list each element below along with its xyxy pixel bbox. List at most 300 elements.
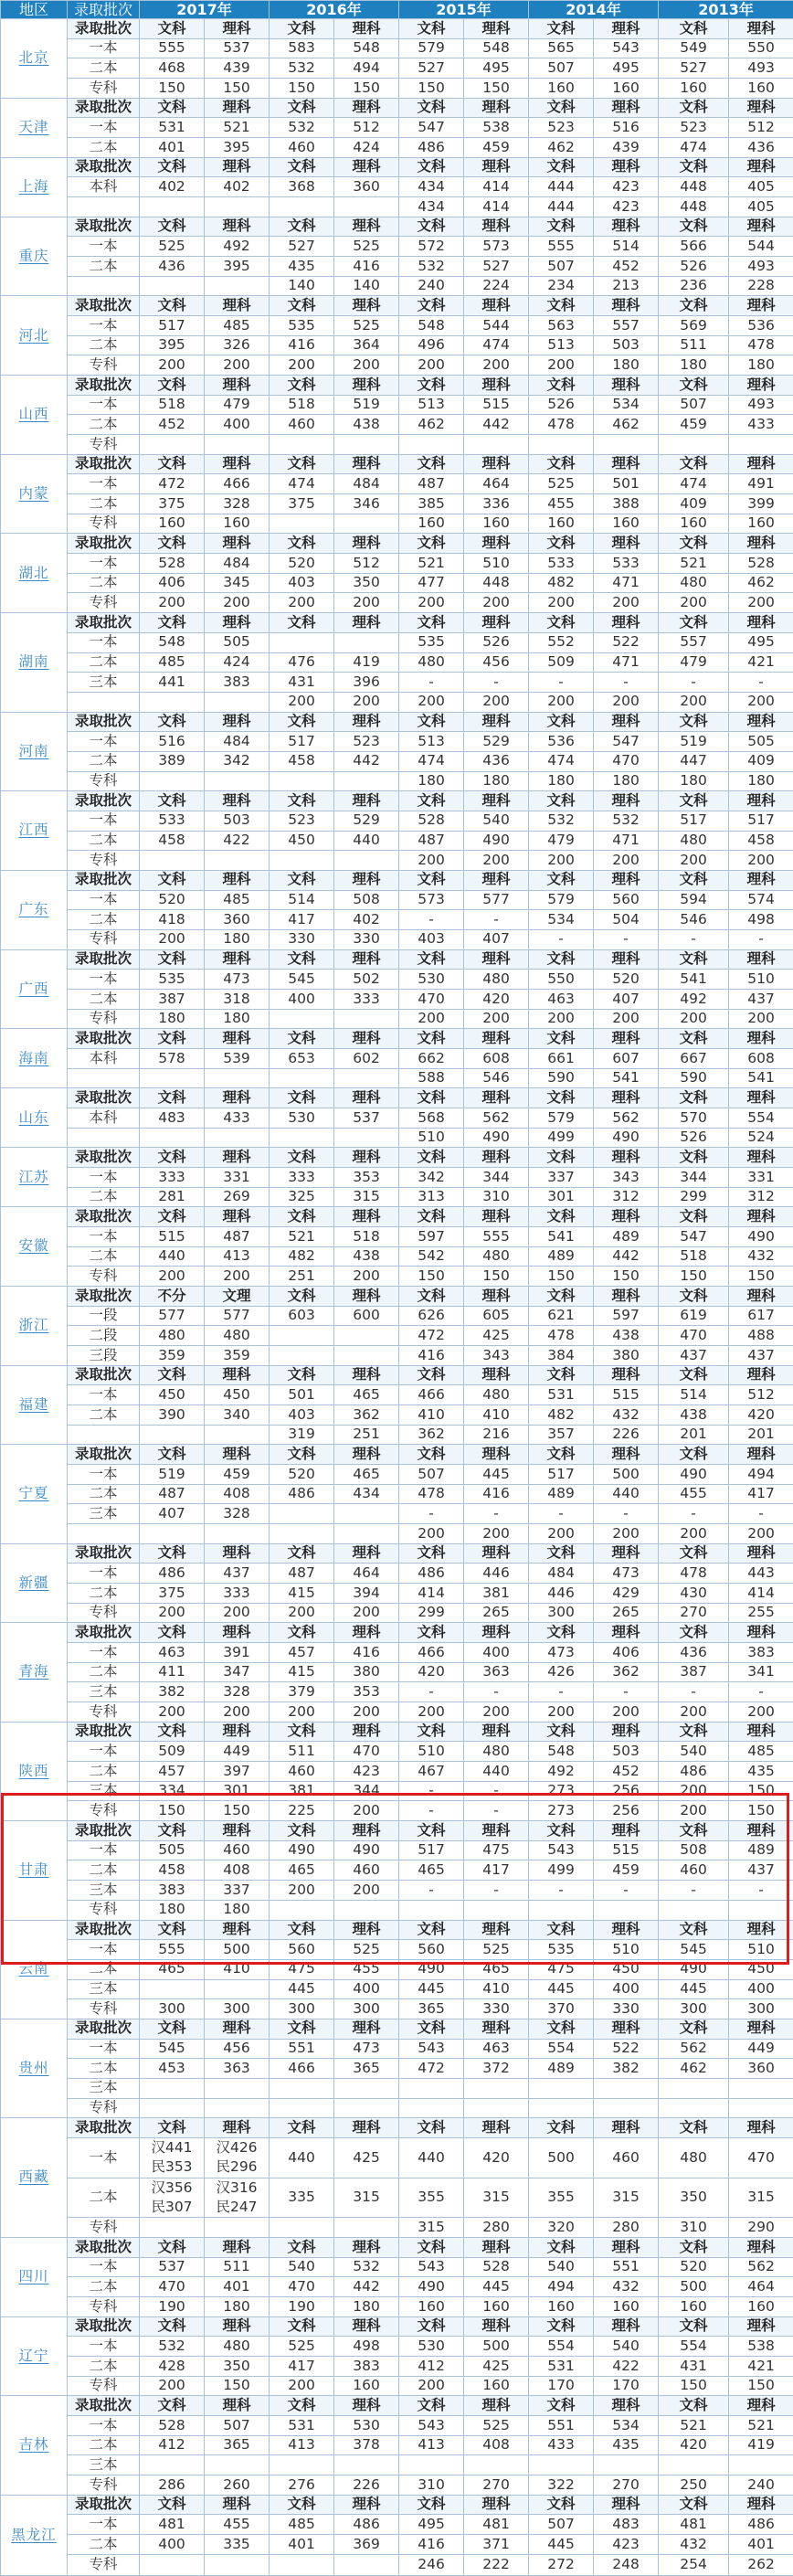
score-cell: 文科	[270, 870, 334, 890]
score-cell: 180	[729, 355, 793, 376]
batch-cell: 一本	[68, 237, 140, 257]
score-cell: 503	[594, 335, 659, 355]
score-cell: 607	[594, 1048, 659, 1068]
batch-cell: 录取批次	[68, 2238, 140, 2258]
score-cell	[140, 851, 205, 871]
score-cell: 理科	[205, 454, 270, 474]
score-cell: 150	[659, 2376, 729, 2396]
table-row	[1, 2178, 793, 2218]
score-cell: 619	[659, 1306, 729, 1326]
score-cell: 337	[205, 1881, 270, 1901]
score-cell: -	[729, 1881, 793, 1901]
batch-cell: 二本	[68, 2535, 140, 2555]
score-cell: 文科	[140, 712, 205, 732]
table-row	[1, 573, 793, 593]
province-type-row	[1, 1623, 793, 1643]
score-cell: 200	[205, 1267, 270, 1287]
score-cell: 388	[594, 494, 659, 514]
score-cell: 理科	[334, 1543, 399, 1564]
score-cell: 534	[594, 395, 659, 415]
score-cell: 文科	[529, 98, 594, 118]
table-row	[1, 1584, 793, 1604]
score-cell: 540	[529, 2257, 594, 2277]
score-cell: 269	[205, 1187, 270, 1207]
province-type-row	[1, 534, 793, 554]
score-cell: 文科	[399, 19, 464, 39]
score-cell: 394	[334, 1584, 399, 1604]
score-cell: 455	[334, 1959, 399, 1979]
score-cell: 508	[334, 890, 399, 910]
score-cell	[205, 2098, 270, 2118]
score-cell: 201	[729, 1425, 793, 1445]
score-cell: 357	[529, 1425, 594, 1445]
province-type-row	[1, 454, 793, 474]
table-row	[1, 276, 793, 296]
score-cell: 545	[659, 1940, 729, 1960]
province-type-row	[1, 2495, 793, 2515]
score-cell: 200	[399, 692, 464, 712]
score-cell: 440	[270, 2137, 334, 2178]
score-cell: 160	[594, 514, 659, 534]
batch-cell: 一本	[68, 2039, 140, 2059]
batch-cell: 录取批次	[68, 454, 140, 474]
score-cell: 414	[729, 1584, 793, 1604]
batch-cell: 一本	[68, 890, 140, 910]
score-cell: 384	[529, 1346, 594, 1366]
score-cell: 509	[529, 652, 594, 673]
score-cell: 579	[399, 38, 464, 58]
score-cell	[334, 771, 399, 791]
score-cell: 432	[729, 1246, 793, 1267]
score-cell: 413	[270, 2435, 334, 2455]
score-cell: 150	[334, 79, 399, 99]
split-score-cell	[140, 2178, 205, 2218]
score-cell: 322	[529, 2475, 594, 2496]
batch-cell: 一本	[68, 1643, 140, 1663]
batch-cell: 专科	[68, 2218, 140, 2238]
score-cell: 466	[205, 474, 270, 494]
score-cell: 理科	[464, 376, 529, 396]
region-name	[1, 2316, 68, 2396]
score-cell: 400	[594, 1979, 659, 1999]
score-cell: 389	[140, 751, 205, 771]
score-cell: 441	[140, 673, 205, 693]
batch-cell: 录取批次	[68, 712, 140, 732]
score-cell: 360	[205, 910, 270, 930]
score-cell: 文科	[399, 2019, 464, 2039]
table-row	[1, 2554, 793, 2575]
score-cell: 理科	[464, 2118, 529, 2138]
region-label: 甘肃	[18, 1861, 49, 1879]
score-cell: 150	[399, 79, 464, 99]
batch-cell: 二本	[68, 910, 140, 930]
score-cell: 411	[140, 1662, 205, 1682]
batch-cell: 二本	[68, 1484, 140, 1504]
table-row	[1, 2337, 793, 2357]
header-year-2017: 2017年	[140, 1, 270, 19]
score-cell	[659, 2078, 729, 2098]
score-cell: 518	[270, 395, 334, 415]
score-cell: 543	[399, 2039, 464, 2059]
header-batch: 录取批次	[68, 1, 140, 19]
region-name	[1, 870, 68, 949]
score-cell	[140, 2078, 205, 2098]
score-cell: 540	[270, 2257, 334, 2277]
score-cell: 文科	[659, 157, 729, 177]
score-cell: 160	[529, 2297, 594, 2317]
score-cell: 368	[270, 177, 334, 197]
batch-cell: 录取批次	[68, 217, 140, 237]
score-cell: 458	[140, 1860, 205, 1881]
table-row	[1, 1840, 793, 1860]
batch-cell: 专科	[68, 2098, 140, 2118]
score-cell: 文科	[399, 2396, 464, 2416]
batch-cell	[68, 1068, 140, 1088]
score-cell: 491	[729, 474, 793, 494]
table-row	[1, 58, 793, 79]
score-cell: 545	[270, 970, 334, 990]
score-cell: 526	[659, 257, 729, 277]
score-cell: 理科	[205, 2316, 270, 2337]
score-cell: 理科	[464, 2238, 529, 2258]
score-cell: 570	[659, 1108, 729, 1128]
batch-cell	[68, 1524, 140, 1544]
score-cell	[205, 771, 270, 791]
score-cell: 200	[399, 2376, 464, 2396]
score-cell: 459	[594, 1860, 659, 1881]
score-cell: 理科	[464, 613, 529, 633]
score-cell: 200	[334, 1267, 399, 1287]
score-cell: 440	[464, 1762, 529, 1782]
table-row	[1, 2039, 793, 2059]
score-cell: 理科	[205, 98, 270, 118]
score-cell: 486	[399, 138, 464, 158]
batch-cell: 二本	[68, 652, 140, 673]
score-cell	[399, 2098, 464, 2118]
score-cell: 462	[594, 415, 659, 435]
score-cell: 文科	[270, 376, 334, 396]
score-cell: 446	[464, 1564, 529, 1584]
table-row	[1, 494, 793, 514]
score-cell: 270	[659, 1603, 729, 1623]
score-cell: 438	[334, 415, 399, 435]
table-row	[1, 474, 793, 494]
score-cell: -	[464, 1801, 529, 1821]
score-cell: 200	[729, 1702, 793, 1723]
score-cell: 理科	[205, 2118, 270, 2138]
score-cell: 479	[529, 831, 594, 851]
region-label: 内蒙	[18, 484, 49, 502]
split-score-part: 汉426	[216, 2138, 258, 2156]
score-cell: 180	[594, 355, 659, 376]
score-cell: 525	[334, 316, 399, 336]
province-type-row	[1, 296, 793, 316]
score-cell: 489	[729, 1840, 793, 1860]
score-cell	[270, 2218, 334, 2238]
score-cell: 525	[334, 237, 399, 257]
score-cell: 文科	[529, 1543, 594, 1564]
score-cell: 541	[659, 970, 729, 990]
score-cell	[659, 1900, 729, 1920]
score-cell: 理科	[334, 1722, 399, 1742]
score-cell: 200	[529, 593, 594, 613]
score-cell: 理科	[464, 791, 529, 811]
score-cell: 理科	[729, 98, 793, 118]
score-cell: 541	[594, 1068, 659, 1088]
score-cell	[270, 2554, 334, 2575]
region-label: 河南	[18, 742, 49, 759]
score-cell: 216	[464, 1425, 529, 1445]
score-cell: 432	[659, 2535, 729, 2555]
batch-cell: 二段	[68, 1326, 140, 1346]
score-cell: 490	[659, 1465, 729, 1485]
score-cell: 460	[334, 1860, 399, 1881]
score-cell: 200	[529, 851, 594, 871]
score-cell: 理科	[594, 2019, 659, 2039]
split-score-part: 民296	[216, 2158, 258, 2176]
score-cell: 421	[729, 2357, 793, 2377]
region-label: 新疆	[18, 1574, 49, 1591]
score-cell: 417	[270, 910, 334, 930]
table-row	[1, 1524, 793, 1544]
score-cell: 文科	[529, 1088, 594, 1108]
region-name	[1, 1029, 68, 1088]
score-cell: 479	[205, 395, 270, 415]
score-cell	[334, 2098, 399, 2118]
score-cell: 498	[334, 2337, 399, 2357]
score-cell: 理科	[594, 2316, 659, 2337]
score-cell: 理科	[729, 870, 793, 890]
score-cell: 535	[270, 316, 334, 336]
score-cell: 600	[334, 1306, 399, 1326]
score-cell: 255	[729, 1603, 793, 1623]
score-cell: 文科	[399, 376, 464, 396]
score-cell: 463	[464, 2039, 529, 2059]
score-cell: 300	[270, 1999, 334, 2019]
score-cell: 理科	[334, 2019, 399, 2039]
score-cell: 文科	[529, 2238, 594, 2258]
score-cell: 200	[140, 1702, 205, 1723]
batch-cell	[68, 1425, 140, 1445]
score-cell: 511	[659, 335, 729, 355]
score-cell: 440	[399, 2137, 464, 2178]
score-cell: -	[659, 1504, 729, 1524]
score-cell: 355	[399, 2178, 464, 2218]
score-cell	[399, 435, 464, 455]
score-cell: 200	[529, 1524, 594, 1544]
score-cell: 433	[529, 2435, 594, 2455]
score-cell: 410	[205, 1959, 270, 1979]
score-cell: 理科	[205, 1029, 270, 1049]
score-cell: 315	[594, 2178, 659, 2218]
table-row	[1, 1742, 793, 1762]
score-cell: 555	[140, 1940, 205, 1960]
table-row	[1, 1881, 793, 1901]
score-cell: 理科	[594, 613, 659, 633]
score-cell: 487	[140, 1484, 205, 1504]
score-cell: 605	[464, 1306, 529, 1326]
score-cell: 文科	[529, 157, 594, 177]
score-cell: 180	[205, 1009, 270, 1029]
score-cell: 482	[270, 1246, 334, 1267]
score-cell: 547	[399, 118, 464, 138]
score-cell: 理科	[594, 2396, 659, 2416]
region-label: 江西	[18, 822, 49, 839]
score-cell: 190	[140, 2297, 205, 2317]
score-cell: 180	[140, 1009, 205, 1029]
score-cell: 文科	[529, 454, 594, 474]
score-cell	[464, 2078, 529, 2098]
batch-cell: 录取批次	[68, 2396, 140, 2416]
score-cell: 理科	[464, 1920, 529, 1940]
score-cell: 409	[729, 751, 793, 771]
batch-cell: 一段	[68, 1306, 140, 1326]
score-cell: 150	[140, 79, 205, 99]
province-type-row	[1, 1287, 793, 1307]
score-cell: 文科	[659, 1365, 729, 1385]
score-cell: -	[529, 1504, 594, 1524]
score-cell: 417	[270, 2357, 334, 2377]
score-cell: 526	[529, 395, 594, 415]
region-name	[1, 1365, 68, 1445]
score-cell: 理科	[205, 1920, 270, 1940]
score-cell: 理科	[464, 98, 529, 118]
split-score-part: 民307	[151, 2198, 193, 2215]
batch-cell	[68, 197, 140, 217]
score-cell: 文科	[270, 791, 334, 811]
region-name	[1, 534, 68, 613]
score-cell: 527	[659, 58, 729, 79]
score-cell: 200	[729, 851, 793, 871]
score-cell: 382	[594, 2059, 659, 2079]
score-cell: 385	[399, 494, 464, 514]
score-cell: 文科	[270, 1207, 334, 1227]
score-cell: 299	[659, 1187, 729, 1207]
score-cell: 315	[334, 1187, 399, 1207]
score-cell: 489	[529, 2059, 594, 2079]
score-cell: 355	[529, 2178, 594, 2218]
score-cell: -	[529, 673, 594, 693]
score-cell: 310	[464, 1187, 529, 1207]
score-cell: 理科	[594, 98, 659, 118]
score-cell: 505	[729, 732, 793, 752]
score-cell: 472	[399, 1326, 464, 1346]
score-cell: 150	[729, 1267, 793, 1287]
score-cell	[270, 1346, 334, 1366]
score-cell	[399, 2455, 464, 2475]
region-label: 黑龙江	[11, 2526, 57, 2543]
batch-cell: 录取批次	[68, 2316, 140, 2337]
score-cell: 理科	[334, 1029, 399, 1049]
score-cell: 456	[464, 652, 529, 673]
score-cell: 470	[594, 751, 659, 771]
score-cell: 理科	[334, 1207, 399, 1227]
region-label: 辽宁	[18, 2347, 49, 2364]
score-cell: 文科	[659, 1920, 729, 1940]
province-type-row	[1, 1029, 793, 1049]
score-cell: 理科	[334, 2238, 399, 2258]
score-cell: 661	[529, 1048, 594, 1068]
score-cell: 383	[334, 2357, 399, 2377]
region-name	[1, 376, 68, 455]
score-cell	[205, 2455, 270, 2475]
score-cell: 理科	[594, 1920, 659, 1940]
score-cell: -	[594, 929, 659, 949]
batch-cell: 专科	[68, 1999, 140, 2019]
score-cell: 理科	[334, 712, 399, 732]
batch-cell: 录取批次	[68, 1287, 140, 1307]
batch-cell: 二本	[68, 494, 140, 514]
score-cell: 485	[205, 890, 270, 910]
score-cell: 文科	[659, 1148, 729, 1168]
score-cell: 503	[205, 811, 270, 831]
score-cell: 443	[729, 1564, 793, 1584]
score-cell: 理科	[729, 2238, 793, 2258]
score-cell: -	[399, 910, 464, 930]
score-cell: 400	[729, 1979, 793, 1999]
score-cell	[140, 435, 205, 455]
score-cell: 542	[399, 1246, 464, 1267]
score-cell: 402	[205, 177, 270, 197]
score-cell: 410	[464, 1405, 529, 1426]
score-cell: 160	[464, 514, 529, 534]
score-cell: 474	[399, 751, 464, 771]
score-cell	[205, 2554, 270, 2575]
score-cell: 413	[205, 1246, 270, 1267]
score-cell: 424	[205, 652, 270, 673]
score-cell: 452	[140, 415, 205, 435]
score-cell: 511	[270, 1742, 334, 1762]
score-cell: 理科	[334, 2316, 399, 2337]
score-cell: 理科	[334, 1148, 399, 1168]
score-cell: 577	[140, 1306, 205, 1326]
score-cell: 387	[659, 1662, 729, 1682]
score-cell: 文科	[529, 1623, 594, 1643]
batch-cell: 录取批次	[68, 2495, 140, 2515]
score-cell: 200	[399, 1009, 464, 1029]
score-cell: 359	[205, 1346, 270, 1366]
score-cell: 490	[729, 1226, 793, 1246]
score-cell	[334, 514, 399, 534]
score-cell: 文科	[270, 1148, 334, 1168]
table-row	[1, 1068, 793, 1088]
batch-cell: 录取批次	[68, 949, 140, 970]
score-cell: 500	[205, 1940, 270, 1960]
score-cell: -	[659, 673, 729, 693]
score-cell: 200	[140, 355, 205, 376]
score-cell: 文科	[529, 1920, 594, 1940]
score-cell: 文科	[399, 1445, 464, 1465]
score-cell: 理科	[464, 1543, 529, 1564]
score-cell: 548	[464, 38, 529, 58]
score-cell: 文科	[659, 2316, 729, 2337]
score-cell: 517	[140, 316, 205, 336]
score-cell	[270, 2455, 334, 2475]
score-cell: 350	[334, 573, 399, 593]
score-cell: 507	[399, 1465, 464, 1485]
score-cell: 180	[659, 355, 729, 376]
score-cell	[334, 851, 399, 871]
score-cell: 513	[529, 335, 594, 355]
score-cell: 225	[270, 1801, 334, 1821]
score-cell: 423	[594, 2535, 659, 2555]
score-cell: 理科	[464, 217, 529, 237]
score-cell: -	[464, 1504, 529, 1524]
score-cell: 483	[140, 1108, 205, 1128]
table-row	[1, 1999, 793, 2019]
score-cell: 525	[140, 237, 205, 257]
score-cell: 445	[399, 1979, 464, 1999]
